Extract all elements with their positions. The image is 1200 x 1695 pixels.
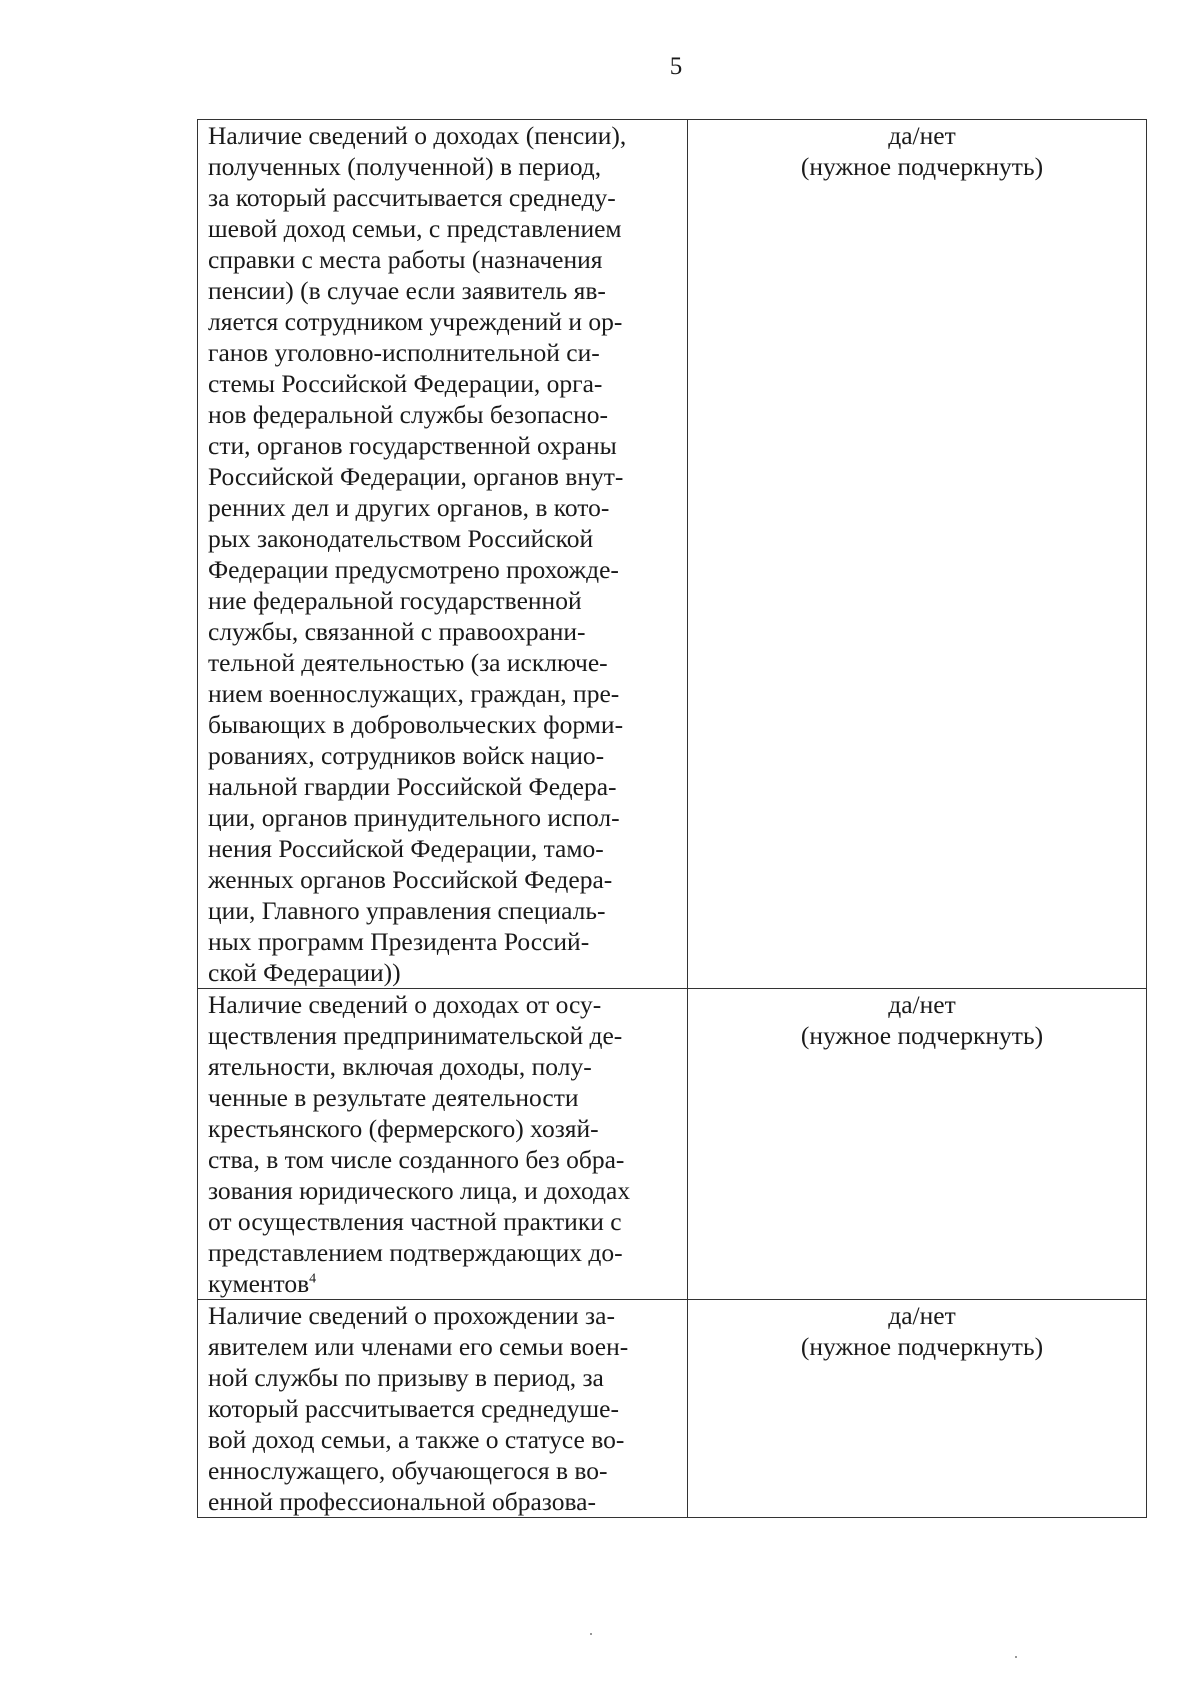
description-cell xyxy=(198,1300,688,1518)
answer-text xyxy=(688,989,1146,1051)
footnote-marker: 4 xyxy=(309,1271,317,1287)
description-cell xyxy=(198,120,688,989)
answer-cell xyxy=(688,120,1147,989)
answer-cell xyxy=(688,1300,1147,1518)
form-table xyxy=(197,119,1147,1518)
description-cell xyxy=(198,989,688,1300)
answer-options[interactable]: да/нет xyxy=(888,990,956,1019)
table-row xyxy=(198,120,1147,989)
table-row xyxy=(198,989,1147,1300)
answer-text xyxy=(688,1300,1146,1362)
table-row xyxy=(198,1300,1147,1518)
description-body: Наличие сведений о прохождении за- явителем или членами его семьи воен- ной службы по призыву в период, за который рассчитывается среднедуше- вой доход семьи, а также о статусе во- еннослужащего, обучающегося в во- енной профессиональной образова- xyxy=(208,1301,629,1516)
answer-hint: (нужное подчеркнуть) xyxy=(800,152,1044,181)
answer-options[interactable]: да/нет xyxy=(888,121,956,150)
page-number: 5 xyxy=(669,53,683,80)
description-text xyxy=(198,1300,687,1517)
description-body: Наличие сведений о доходах (пенсии), полученных (полученной) в период, за который рассчитывается среднеду- шевой доход семьи, с представлением справки с места работы (назначения пенсии) (в случае если заявитель яв- ляется сотрудником учреждений и ор- ганов уголовно-исполнительной си- стемы Российской Федерации, орга- нов федеральной службы безопасно- сти, органов государственной охраны Российской Федерации, органов внут- ренних дел и других органов, в кото- рых законодательством Российской Федерации предусмотрено прохожде- ние федеральной государственной службы, связанной с правоохрани- тельной деятельностью (за исключе- нием военнослужащих, граждан, пре- бывающих в добровольческих форми- рованиях, сотрудников войск нацио- нальной гвардии Российской Федера- ции, органов принудительного испол- нения Российской Федерации, тамо- женных органов Российской Федера- ции, Главного управления специаль- ных программ Президента Россий- ской Федерации)) xyxy=(208,121,627,987)
answer-cell xyxy=(688,989,1147,1300)
answer-hint: (нужное подчеркнуть) xyxy=(800,1332,1044,1361)
scan-speck xyxy=(1015,1656,1017,1658)
answer-hint: (нужное подчеркнуть) xyxy=(800,1021,1044,1050)
scan-speck xyxy=(590,1633,592,1635)
description-text xyxy=(198,120,687,988)
answer-options[interactable]: да/нет xyxy=(888,1301,956,1330)
answer-text xyxy=(688,120,1146,182)
description-text xyxy=(198,989,687,1299)
description-body: Наличие сведений о доходах от осу- ществления предпринимательской де- ятельности, включая доходы, полу- ченные в результате деятельности крестьянского (фермерского) хозяй- ства, в том числе созданного без обра- зования юридического лица, и доходах от осуществления частной практики с представлением подтверждающих до- кументов xyxy=(208,990,631,1298)
